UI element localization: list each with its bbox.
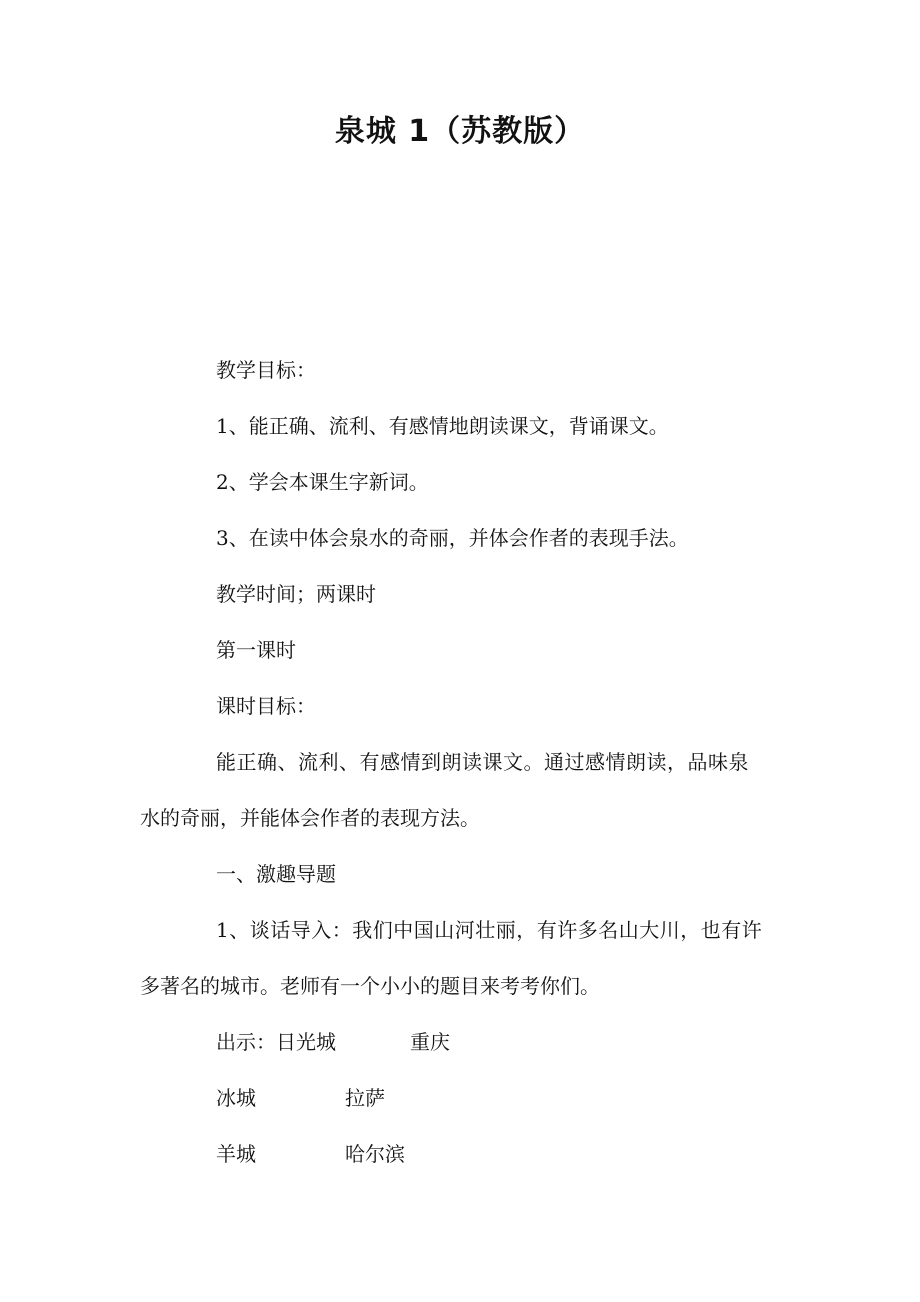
pair-right: 哈尔滨 xyxy=(345,1142,405,1166)
pair-left: 羊城 xyxy=(216,1142,256,1166)
section-one-heading: 一、激趣导题 xyxy=(216,862,336,886)
lesson-goal-text-line1: 能正确、流利、有感情到朗读课文。通过感情朗读，品味泉 xyxy=(216,750,749,774)
objective-item: 1、能正确、流利、有感情地朗读课文，背诵课文。 xyxy=(216,414,669,438)
lesson-one-heading: 第一课时 xyxy=(216,638,296,662)
pair-right: 重庆 xyxy=(410,1030,450,1054)
pair-left: 冰城 xyxy=(216,1086,256,1110)
objective-item: 2、学会本课生字新词。 xyxy=(216,470,429,494)
lesson-goal-text-line2: 水的奇丽，并能体会作者的表现方法。 xyxy=(140,806,480,830)
lesson-goal-heading: 课时目标： xyxy=(216,694,316,718)
pair-left: 出示：日光城 xyxy=(216,1030,336,1054)
document-title: 泉城 1（苏教版） xyxy=(334,114,586,149)
intro-text-line1: 1、谈话导入：我们中国山河壮丽，有许多名山大川，也有许 xyxy=(216,918,763,942)
objective-item: 3、在读中体会泉水的奇丽，并体会作者的表现手法。 xyxy=(216,526,689,550)
intro-text-line2: 多著名的城市。老师有一个小小的题目来考考你们。 xyxy=(140,974,600,998)
pair-right: 拉萨 xyxy=(345,1086,385,1110)
teaching-time: 教学时间；两课时 xyxy=(216,582,376,606)
objectives-heading: 教学目标： xyxy=(216,358,316,382)
